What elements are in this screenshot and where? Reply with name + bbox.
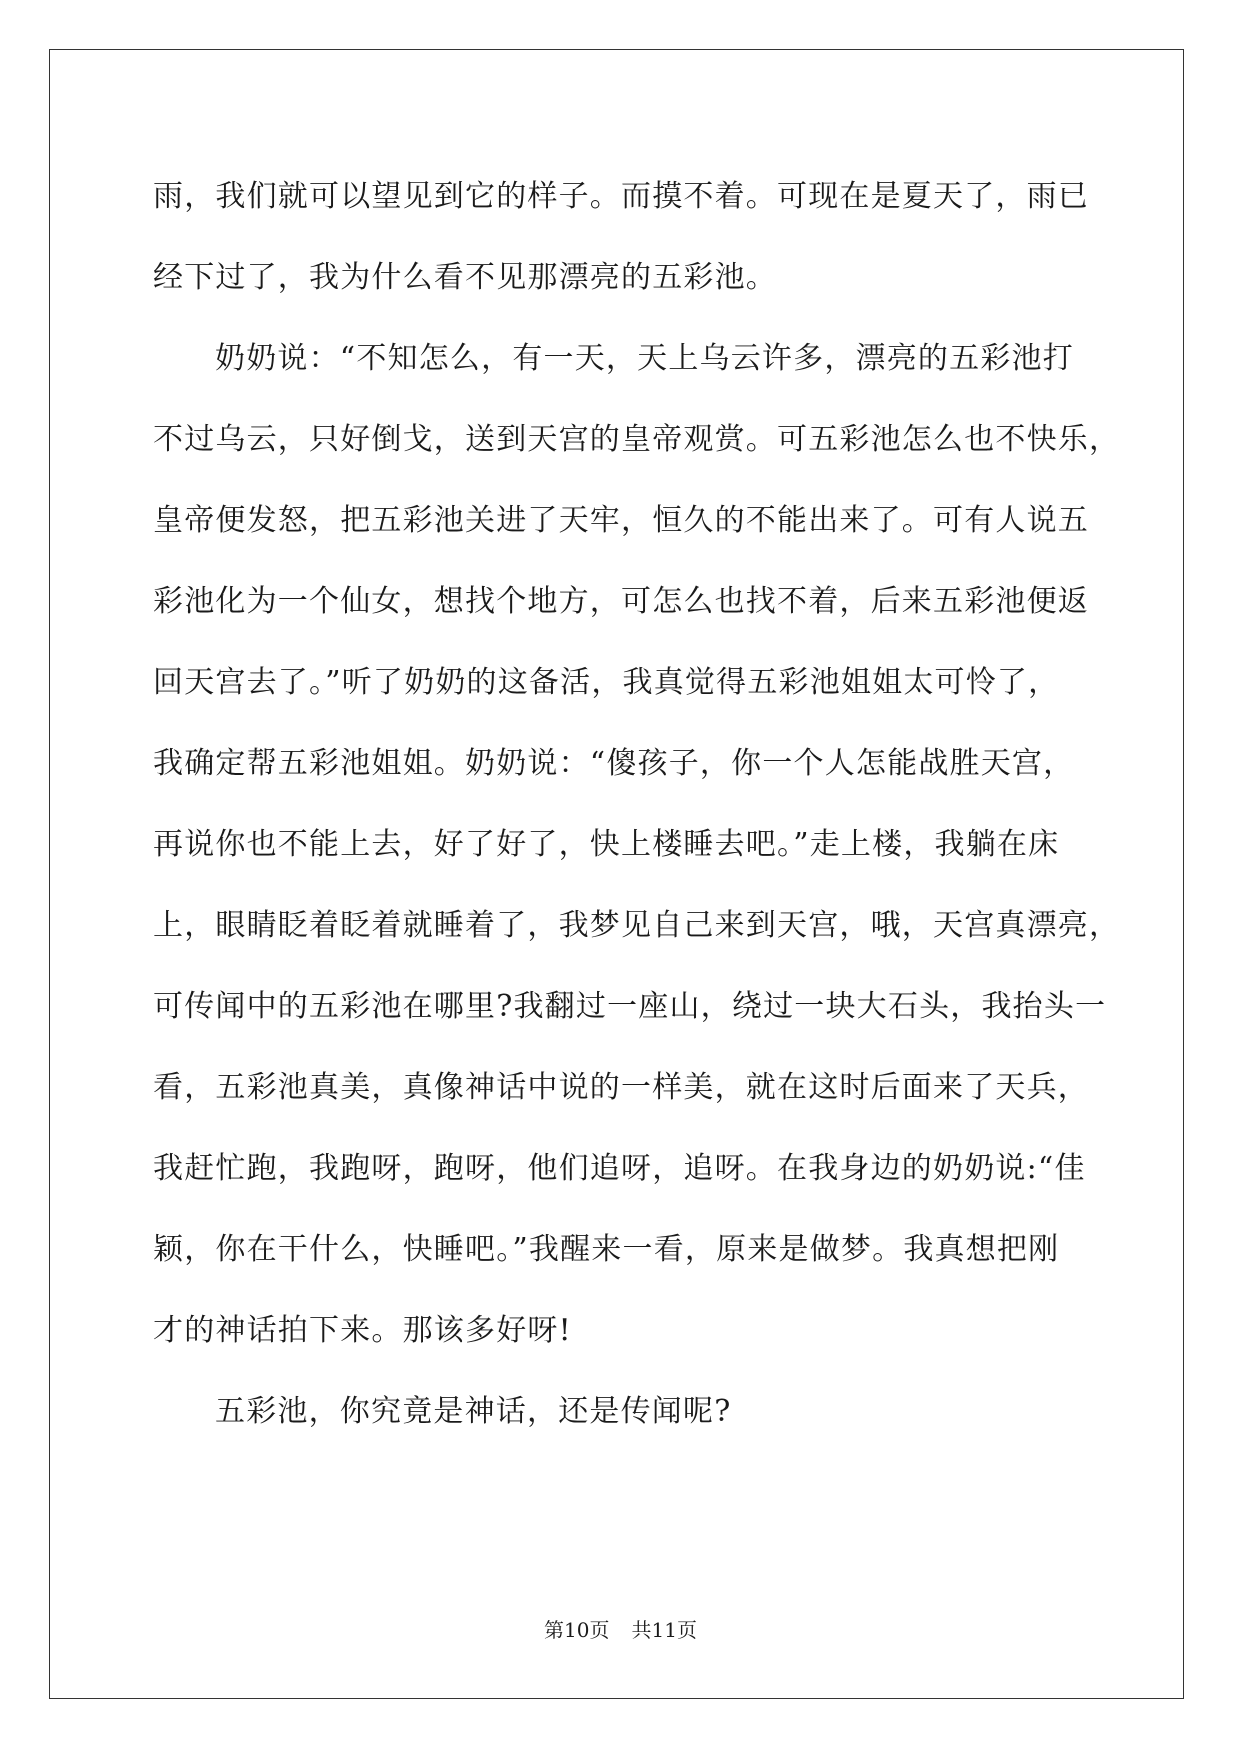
text-line: 经下过了，我为什么看不见那漂亮的五彩池。 xyxy=(153,260,777,295)
text-line: 我赶忙跑，我跑呀，跑呀，他们追呀，追呀。在我身边的奶奶说:“佳 xyxy=(153,1151,1086,1186)
text-line: 才的神话拍下来。那该多好呀! xyxy=(153,1313,572,1348)
text-line: 皇帝便发怒，把五彩池关进了天牢，恒久的不能出来了。可有人说五 xyxy=(153,503,1089,538)
text-line: 奶奶说：“不知怎么，有一天，天上乌云许多，漂亮的五彩池打 xyxy=(215,341,1074,376)
text-line: 雨，我们就可以望见到它的样子。而摸不着。可现在是夏天了，雨已 xyxy=(153,179,1089,214)
text-line: 彩池化为一个仙女，想找个地方，可怎么也找不着，后来五彩池便返 xyxy=(153,584,1089,619)
total-page-count: 共11页 xyxy=(631,1618,697,1642)
current-page-number: 第10页 xyxy=(544,1618,610,1642)
text-line: 再说你也不能上去，好了好了，快上楼睡去吧。”走上楼，我躺在床 xyxy=(153,827,1060,862)
text-line: 我确定帮五彩池姐姐。奶奶说：“傻孩子，你一个人怎能战胜天宫， xyxy=(153,746,1075,781)
page-footer xyxy=(0,1614,1241,1643)
text-line: 可传闻中的五彩池在哪里?我翻过一座山，绕过一块大石头，我抬头一 xyxy=(153,989,1107,1024)
text-line: 上，眼睛眨着眨着就睡着了，我梦见自己来到天宫，哦，天宫真漂亮， xyxy=(153,908,1121,943)
text-line: 颖，你在干什么，快睡吧。”我醒来一看，原来是做梦。我真想把刚 xyxy=(153,1232,1060,1267)
text-line: 回天宫去了。”听了奶奶的这备活，我真觉得五彩池姐姐太可怜了， xyxy=(153,665,1060,700)
text-line: 五彩池，你究竟是神话，还是传闻呢? xyxy=(215,1394,732,1429)
text-line: 不过乌云，只好倒戈，送到天宫的皇帝观赏。可五彩池怎么也不快乐， xyxy=(153,422,1121,457)
document-body xyxy=(153,156,1121,1452)
text-line: 看，五彩池真美，真像神话中说的一样美，就在这时后面来了天兵， xyxy=(153,1070,1089,1105)
